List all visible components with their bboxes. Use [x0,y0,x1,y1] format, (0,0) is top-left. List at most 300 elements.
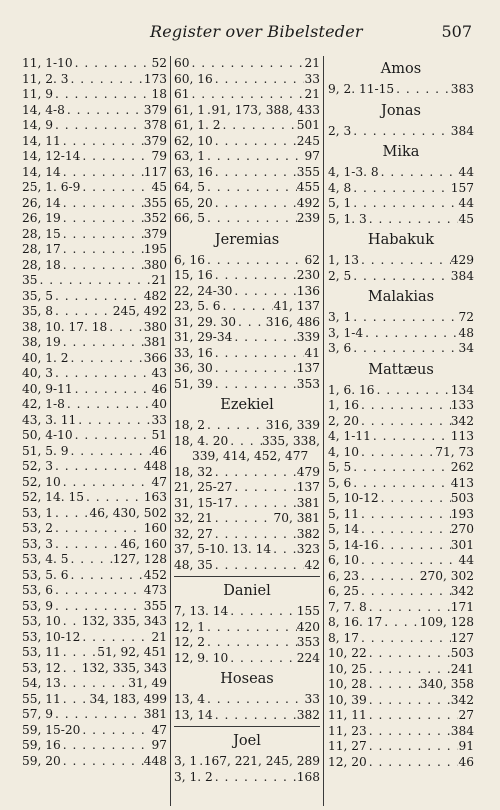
index-entry [174,558,320,574]
index-entry [328,615,474,631]
leader-dots [213,377,297,393]
verse-ref: 6, 10 [328,553,360,567]
index-entry [22,103,167,119]
verse-ref: 2, 3 [328,123,352,138]
book-heading-habakuk: Habakuk [367,232,435,248]
page-refs: 245, 492 [112,304,167,318]
page-refs: 21 [304,56,320,70]
leader-dots [228,651,296,667]
verse-ref: 11, 9 [22,87,54,101]
entry-list [174,253,320,393]
page-refs: 340, 358 [419,677,474,691]
page-refs: 46, 160 [120,536,167,551]
index-entry [174,511,320,527]
leader-dots [359,398,451,414]
leader-dots [76,413,151,429]
verse-ref: 3, 1. 2 [174,769,213,784]
page-refs: 41, 137 [273,299,320,313]
page-refs: 301 [450,537,474,552]
entry-list [328,82,474,98]
index-entry [328,708,474,724]
verse-ref: 5, 1 [328,196,352,210]
leader-dots [61,134,144,150]
index-entry [22,738,167,754]
page-refs: 132, 335, 343 [81,660,167,675]
leader-dots [213,165,297,181]
entry-list [22,56,167,769]
index-column-1 [22,56,167,806]
book-heading-malakias: Malakias [367,289,435,305]
page-refs: 132, 335, 343 [81,614,167,628]
index-entry [328,414,474,430]
verse-ref: 1, 16 [328,398,360,412]
index-entry [22,320,167,336]
leader-dots [80,180,151,196]
index-entry [22,692,167,708]
verse-ref: 35, 5 [22,288,54,303]
page-refs: 352 [143,211,167,225]
page-refs: 492 [296,195,320,210]
index-entry-continuation [174,449,320,465]
verse-ref: 14, 4-8 [22,102,65,117]
page-refs: 245 [296,133,320,148]
page-refs: 21 [304,87,320,101]
index-entry [174,418,320,434]
index-entry [22,475,167,491]
index-entry [328,538,474,554]
page-refs: 380 [143,257,167,272]
verse-ref: 63, 16 [174,164,213,179]
page-refs: 18 [151,87,167,101]
page-refs: 270, 302 [419,568,474,583]
page-refs: 42 [304,557,320,572]
verse-ref: 4, 1-11 [328,429,371,443]
index-entry [22,87,167,103]
index-entry [328,491,474,507]
leader-dots [221,118,297,134]
index-entry [174,118,320,134]
index-entry [22,351,167,367]
index-entry [22,506,167,522]
leader-dots [213,558,305,574]
leader-dots [61,645,97,661]
leader-dots [53,521,144,537]
leader-dots [371,429,451,445]
verse-ref: 14, 12-14 [22,149,81,163]
page-refs: 41 [304,345,320,360]
index-entry [328,739,474,755]
index-entry [22,676,167,692]
entry-list [328,383,474,771]
index-entry [22,335,167,351]
leader-dots [232,480,296,496]
page-header [0,22,500,42]
verse-ref: 12, 1 [174,619,206,634]
page-refs: 33 [304,692,320,706]
page-refs: 163 [143,490,167,504]
page-refs: 262 [450,460,474,474]
index-entry [22,56,167,72]
verse-ref: 55, 11 [22,691,61,706]
page-refs: 44 [458,165,474,179]
index-entry [22,134,167,150]
page-refs: 380 [143,319,167,334]
leader-dots [351,196,458,212]
page-refs: 503 [450,491,474,505]
index-entry [328,196,474,212]
verse-ref: 53, 10 [22,614,61,628]
verse-ref: 11, 1-10 [22,56,73,70]
index-entry [328,646,474,662]
section-rule [174,576,320,577]
verse-ref: 53, 3 [22,536,54,551]
index-entry [22,444,167,460]
index-entry [328,82,474,98]
verse-ref: 14, 11 [22,133,61,148]
leader-dots [379,538,451,554]
index-entry [174,527,320,543]
leader-dots [236,315,266,331]
verse-ref: 3, 6 [328,341,352,355]
leader-dots [213,465,297,481]
leader-dots [367,739,459,755]
index-entry [328,460,474,476]
index-entry [328,476,474,492]
index-entry [22,304,167,320]
leader-dots [351,476,450,492]
verse-ref: 5, 14 [328,522,360,536]
leader-dots [205,149,304,165]
verse-ref: 57, 9 [22,707,54,721]
page-refs: 33 [304,71,320,86]
verse-ref: 7, 7. 8 [328,599,367,614]
leader-dots [65,397,152,413]
verse-ref: 5, 14-16 [328,537,379,552]
verse-ref: 38, 10. 17. 18 [22,319,108,334]
page-refs: 366 [143,350,167,365]
page-refs: 45 [458,211,474,226]
page-refs: 113 [450,429,474,443]
index-entry [22,242,167,258]
leader-dots [61,754,144,770]
verse-ref: 59, 15-20 [22,722,81,737]
page-refs: 137 [296,361,320,375]
page-refs: 384 [450,723,474,738]
page-refs: 339 [296,330,320,344]
index-entry [174,692,320,708]
verse-ref: 4, 10 [328,444,360,459]
index-entry [22,273,167,289]
index-entry [22,661,167,677]
verse-ref: 21, 25-27 [174,480,233,494]
page-refs: 160 [143,521,167,535]
index-entry [174,496,320,512]
index-entry [22,227,167,243]
column-rule [170,56,171,806]
leader-dots [190,87,305,103]
page-refs: 482 [143,288,167,303]
leader-dots [53,537,120,553]
leader-dots [367,677,420,693]
page-refs: 342 [450,584,474,598]
leader-dots [213,527,297,543]
index-entry [174,754,320,770]
leader-dots [367,646,451,662]
index-entry [174,635,320,651]
page-refs: 381 [296,495,320,510]
index-entry [22,707,167,723]
index-entry [328,398,474,414]
index-entry [174,268,320,284]
index-entry [328,507,474,523]
index-entry [328,662,474,678]
page-title: Register over Bibelsteder [150,22,363,41]
verse-ref: 31, 15-17 [174,495,233,510]
book-heading-ezekiel: Ezekiel [220,397,274,413]
page-refs: 47 [151,722,167,737]
leader-dots [205,211,297,227]
leader-dots [351,310,458,326]
index-entry [174,361,320,377]
leader-dots [359,553,458,569]
leader-dots [359,445,435,461]
leader-dots [84,490,144,506]
index-entry [22,754,167,770]
verse-ref: 3, 1 [328,310,352,324]
page-refs: 33 [151,412,167,427]
page-refs: 72 [458,310,474,324]
leader-dots [363,326,458,342]
index-entry [22,459,167,475]
verse-ref: 53, 9 [22,598,54,613]
verse-ref: 6, 16 [174,252,206,267]
leader-dots [69,72,144,88]
leader-dots [61,692,90,708]
index-entry [22,599,167,615]
verse-ref: 5, 11 [328,506,360,521]
index-column-3 [328,56,474,806]
page-refs: 455 [296,180,320,194]
index-entry [174,149,320,165]
verse-ref: 60, 16 [174,71,213,86]
index-entry [328,755,474,771]
verse-ref: 66, 5 [174,211,206,225]
index-entry [328,253,474,269]
leader-dots [53,583,144,599]
page-refs: 171 [450,599,474,614]
leader-dots [53,289,144,305]
verse-ref: 52, 10 [22,474,61,489]
leader-dots [232,330,296,346]
index-entry [328,522,474,538]
leader-dots [213,346,305,362]
page-refs: 127, 128 [112,552,167,566]
page-refs: 230 [296,268,320,282]
page-refs: 379 [143,102,167,117]
verse-ref: 1, 6. 16 [328,382,375,397]
leader-dots [80,630,151,646]
page-refs: 353 [296,376,320,391]
index-entry [174,56,320,72]
index-entry [328,165,474,181]
verse-ref: 6, 25 [328,584,360,598]
leader-dots [213,72,305,88]
page-refs: 134 [450,382,474,397]
page-refs: 136 [296,283,320,298]
verse-ref: 37, 5-10. 13. 14 [174,542,272,556]
page-refs: 355 [143,598,167,613]
page-refs: 157 [450,180,474,195]
page-refs: 420 [296,619,320,634]
leader-dots [61,165,144,181]
page-refs: 473 [143,583,167,597]
index-entry [174,434,320,450]
page-refs: 21 [151,273,167,287]
index-entry [22,258,167,274]
leader-dots [394,82,451,98]
leader-dots [53,118,144,134]
page-refs: 47 [151,474,167,489]
index-entry [22,614,167,630]
index-entry [328,181,474,197]
index-entry [174,315,320,331]
page-refs: 44 [458,553,474,567]
page-refs: 91, 173, 388, 433 [211,102,320,117]
page-refs: 43 [151,366,167,380]
index-entry [22,630,167,646]
verse-ref: 38, 19 [22,335,61,349]
leader-dots [375,383,451,399]
verse-ref: 42, 1-8 [22,397,65,411]
leader-dots [205,620,297,636]
page-refs: 133 [450,398,474,412]
index-entry [328,677,474,693]
leader-dots [359,253,451,269]
index-entry [328,724,474,740]
page-refs: 70, 381 [273,511,320,525]
page-refs: 21 [151,629,167,644]
leader-dots [367,600,451,616]
leader-dots [205,692,304,708]
verse-ref: 61, 1. 2 [174,118,221,132]
leader-dots [205,253,304,269]
page-refs: 51, 92, 451 [97,645,167,659]
index-entry [174,211,320,227]
index-entry [328,584,474,600]
verse-ref: 9, 2. 11-15 [328,82,395,96]
leader-dots [61,738,152,754]
leader-dots [69,351,144,367]
entry-list [328,310,474,357]
page-refs: 155 [296,604,320,618]
page-refs: 339, 414, 452, 477 [192,449,309,463]
leader-dots [228,604,296,620]
page-refs: 195 [143,242,167,256]
leader-dots [53,459,144,475]
leader-dots [61,242,144,258]
index-entry [22,196,167,212]
index-entry [22,118,167,134]
verse-ref: 53, 6 [22,583,54,597]
verse-ref: 13, 4 [174,692,206,706]
verse-ref: 32, 21 [174,511,213,525]
verse-ref: 18, 2 [174,418,206,432]
book-heading-hoseas: Hoseas [220,671,274,687]
leader-dots [351,460,450,476]
leader-dots [73,382,152,398]
verse-ref: 8, 17 [328,630,360,645]
page-refs: 479 [296,464,320,479]
book-heading-jeremias: Jeremias [214,231,280,248]
page-refs: 109, 128 [419,615,474,629]
page-refs: 384 [450,268,474,283]
leader-dots [379,491,451,507]
verse-ref: 61 [174,87,190,101]
page-refs: 342 [450,413,474,428]
verse-ref: 59, 20 [22,753,61,768]
index-entry [174,620,320,636]
page-refs: 46 [151,381,167,396]
leader-dots [61,227,144,243]
index-entry [22,645,167,661]
page-refs: 452 [143,567,167,582]
book-heading-jonas: Jonas [381,102,421,119]
verse-ref: 5, 1. 3 [328,211,367,226]
book-heading-daniel: Daniel [223,583,271,599]
verse-ref: 8, 16. 17 [328,615,383,629]
leader-dots [359,569,420,585]
leader-dots [213,196,297,212]
page-refs: 384 [450,123,474,138]
verse-ref: 11, 11 [328,708,367,722]
index-entry [22,552,167,568]
leader-dots [61,335,144,351]
leader-dots [69,568,144,584]
index-entry [328,269,474,285]
leader-dots [73,428,152,444]
verse-ref: 50, 4-10 [22,428,73,442]
page-refs: 381 [143,335,167,349]
page-refs: 448 [143,459,167,473]
verse-ref: 13, 14 [174,707,213,722]
leader-dots [213,511,274,527]
index-entry [174,165,320,181]
verse-ref: 53, 10-12 [22,629,81,644]
page-number: 507 [441,22,472,41]
page-refs: 355 [143,195,167,210]
leader-dots [61,211,144,227]
verse-ref: 53, 5. 6 [22,567,69,582]
index-entry [328,600,474,616]
leader-dots [61,475,152,491]
index-entry [328,326,474,342]
leader-dots [80,723,151,739]
verse-ref: 12, 2 [174,635,206,649]
page-refs: 429 [450,253,474,267]
page-refs: 167, 221, 245, 289 [203,754,320,768]
page-refs: 355 [296,164,320,179]
verse-ref: 48, 35 [174,557,213,572]
book-heading-joel: Joel [233,733,261,749]
page-refs: 51 [151,428,167,442]
leader-dots [61,614,82,630]
leader-dots [107,320,143,336]
verse-ref: 5, 5 [328,460,352,474]
verse-ref: 53, 11 [22,645,61,659]
index-entry [22,366,167,382]
leader-dots [379,165,459,181]
verse-ref: 28, 17 [22,242,61,256]
